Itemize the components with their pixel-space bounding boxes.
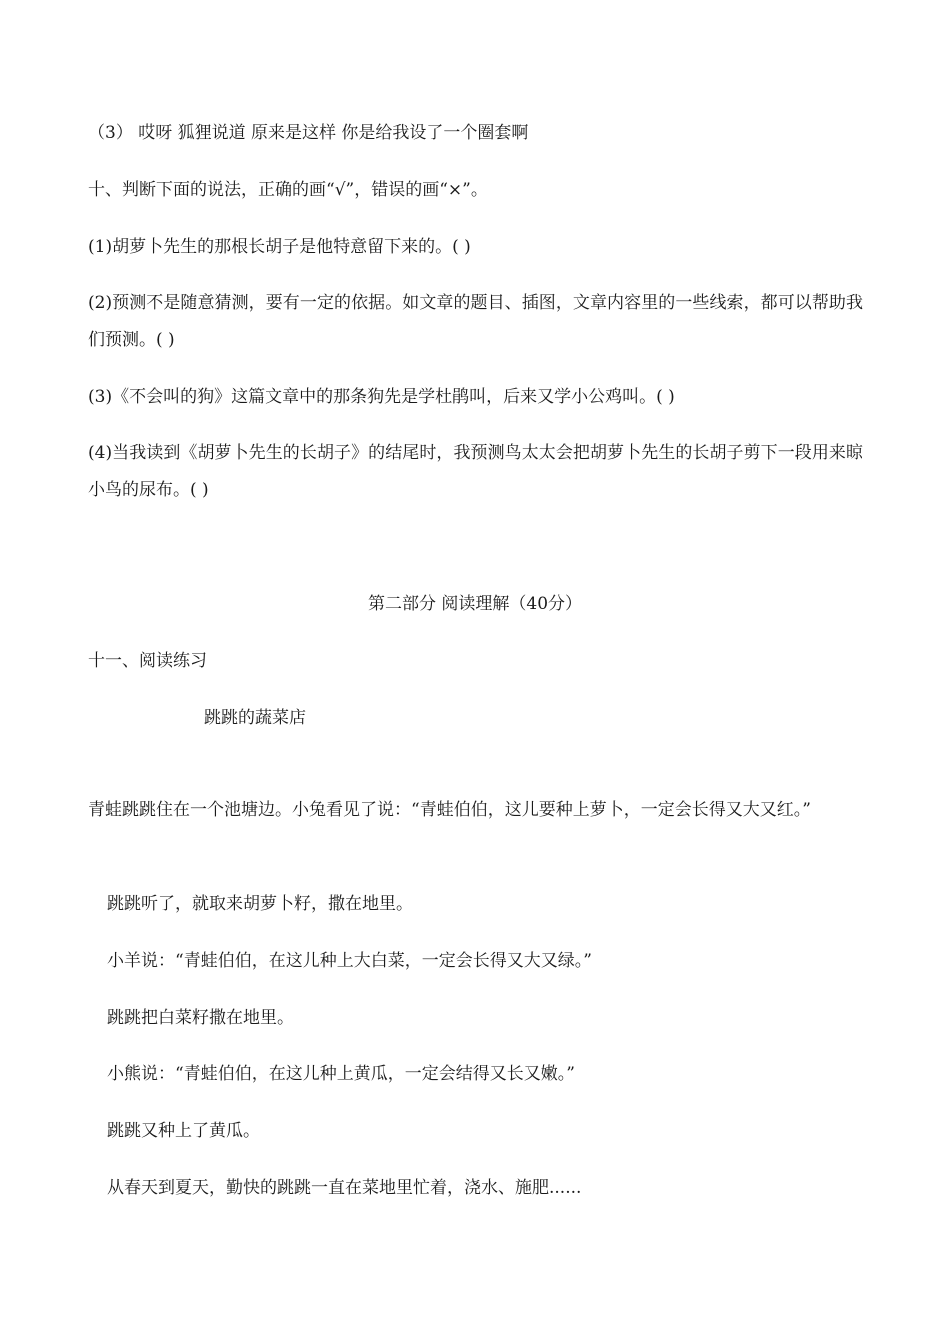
judge-item-2: (2)预测不是随意猜测，要有一定的依据。如文章的题目、插图，文章内容里的一些线索，都可以帮助我们预测。( ) <box>88 293 863 350</box>
story-paragraph-7: 从春天到夏天，勤快的跳跳一直在菜地里忙着，浇水、施肥...... <box>107 1178 582 1198</box>
story-paragraph-3: 小羊说：“青蛙伯伯，在这儿种上大白菜，一定会长得又大又绿。” <box>107 951 592 971</box>
story-paragraph-6: 跳跳又种上了黄瓜。 <box>107 1121 260 1141</box>
section9-item3: （3） 哎呀 狐狸说道 原来是这样 你是给我设了一个圈套啊 <box>88 123 529 143</box>
story-paragraph-5: 小熊说：“青蛙伯伯，在这儿种上黄瓜，一定会结得又长又嫩。” <box>107 1064 575 1084</box>
story-title: 跳跳的蔬菜店 <box>204 708 306 728</box>
part2-title: 第二部分 阅读理解（40分） <box>367 594 583 614</box>
judge-item-3: (3)《不会叫的狗》这篇文章中的那条狗先是学杜鹃叫，后来又学小公鸡叫。( ) <box>88 387 675 407</box>
judge-item-4: (4)当我读到《胡萝卜先生的长胡子》的结尾时，我预测鸟太太会把胡萝卜先生的长胡子剪下一段用来晾小鸟的尿布。( ) <box>88 443 863 500</box>
story-paragraph-2: 跳跳听了，就取来胡萝卜籽，撒在地里。 <box>107 894 413 914</box>
story-paragraph-4: 跳跳把白菜籽撒在地里。 <box>107 1008 294 1028</box>
judge-item-1: (1)胡萝卜先生的那根长胡子是他特意留下来的。( ) <box>88 237 471 257</box>
story-paragraph-1: 青蛙跳跳住在一个池塘边。小兔看见了说：“青蛙伯伯，这儿要种上萝卜，一定会长得又大又红。” <box>88 800 811 820</box>
section11-heading: 十一、阅读练习 <box>88 651 207 671</box>
section10-heading: 十、判断下面的说法，正确的画“√”，错误的画“×”。 <box>88 180 488 200</box>
